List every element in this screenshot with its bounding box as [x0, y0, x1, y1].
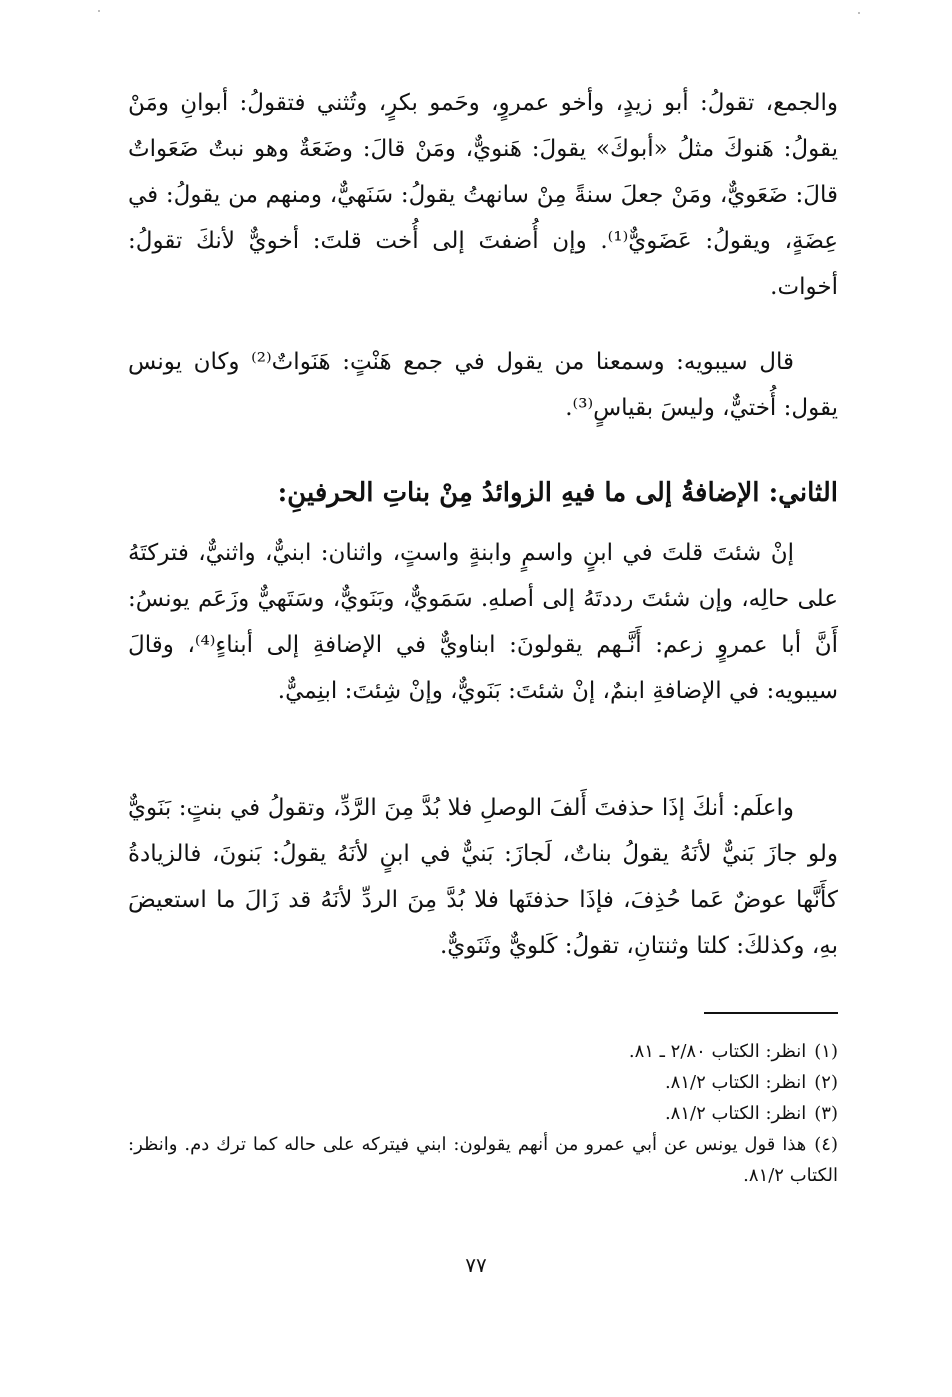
footnote-text: انظر: الكتاب ٢/٨٠ ـ ٨١.: [628, 1041, 807, 1062]
paragraph-4: واعلَم: أنكَ إذَا حذفتَ أَلفَ الوصلِ فلا بُدَّ مِنَ الرَّدِّ، وتقولُ في بنتٍ: بَنَويٌّ ولو جازَ بَنيٌّ لأنَهُ يقولُ بناتٌ، لَجازَ: بَنيٌّ في ابنٍ لأنَهُ يقولُ: بَنونَ، فالزيادةُ كأَنَّها عوضٌ عَما حُذِفَ، فإذَا حذفتَها فلا بُدَّ مِنَ الردِّ لأنَهُ قد زَالَ ما استعيضَ بهِ، وكذلكَ: كلتا وثنتانِ، تقولُ: كَلويٌّ وثَنَويٌّ.: [128, 795, 838, 959]
section-heading: الثاني: الإضافةُ إلى ما فيهِ الزوائدُ مِنْ بناتِ الحرفينِ:: [277, 478, 838, 508]
paragraph-2: قال سيبويه: وسمعنا من يقول في جمع هَنْتٍ: هَنَواتٌ⁽²⁾ وكان يونس يقول: أُختيٌّ، وليسَ بقياسٍ⁽³⁾.: [128, 349, 838, 421]
main-text-block: [128, 80, 838, 310]
footnote-text: انظر: الكتاب ٨١/٢.: [664, 1103, 807, 1124]
footnote-text: هذا قول يونس عن أبي عمرو من أنهم يقولون: ابني فيتركه على حاله كما ترك دم. وانظر: الكتاب ٨١/٢.: [128, 1134, 838, 1186]
footnote-number: (٤): [814, 1134, 838, 1155]
footnote-number: (١): [814, 1041, 838, 1062]
footnote-number: (٢): [814, 1072, 838, 1093]
footnote-item: [128, 1098, 838, 1129]
paragraph-3: إنْ شئتَ قلتَ في ابنٍ واسمٍ وابنةٍ واستٍ، واثنان: ابنيٌّ، واثنيٌّ، فتركتَهُ على حالِه، وإن شئتَ رددتَهُ إلى أصلهِ. سَمَويٌّ، وبَنَويٌّ، وسَتَهيٌّ وزَعَم يونسُ: أَنَّ أبا عمروٍ زعم: أَنَّـهم يقولونَ: ابناويٌّ في الإضافةِ إلى أبناءٍ⁽⁴⁾، وقالَ سيبويه: في الإضافةِ ابنمٌ، إنْ شئتَ: بَنَويٌّ، وإنْ شِئتَ: ابنِميٌّ.: [128, 540, 838, 704]
footnote-item: [128, 1036, 838, 1067]
main-text-block: [128, 339, 838, 431]
footnote-text: انظر: الكتاب ٨١/٢.: [664, 1072, 807, 1093]
scan-speck: [98, 10, 100, 12]
main-text-block: [128, 785, 838, 969]
footnote-item: [128, 1129, 838, 1191]
footnote-separator: [704, 1012, 838, 1014]
scan-speck: [858, 12, 860, 14]
paragraph-1: والجمع، تقولُ: أبو زيدٍ، وأخو عمروٍ، وحَمو بكرٍ، وتُثني فتقولُ: أبوانِ ومَنْ يقولُ: هَنوكَ مثلُ «أبوكَ» يقولَ: هَنويٌّ، ومَنْ قالَ: وضَعَةٌ وهو نبتٌ ضَعَواتٌ قالَ: ضَعَويٌّ، ومَنْ جعلَ سنةً مِنْ سانهتُ يقولُ: سَنَهيٌّ، ومنهم من يقولُ: في عِضَةٍ، ويقولُ: عَضَويٌّ⁽¹⁾. وإن أُضفتَ إلى أُخت قلتَ: أخويٌّ لأنكَ تقولُ: أخوات.: [128, 90, 839, 300]
footnote-item: [128, 1067, 838, 1098]
main-text-block: [128, 530, 838, 714]
page-number: ٧٧: [465, 1253, 487, 1277]
footnotes-list: [128, 1036, 838, 1191]
footnote-number: (٣): [814, 1103, 838, 1124]
